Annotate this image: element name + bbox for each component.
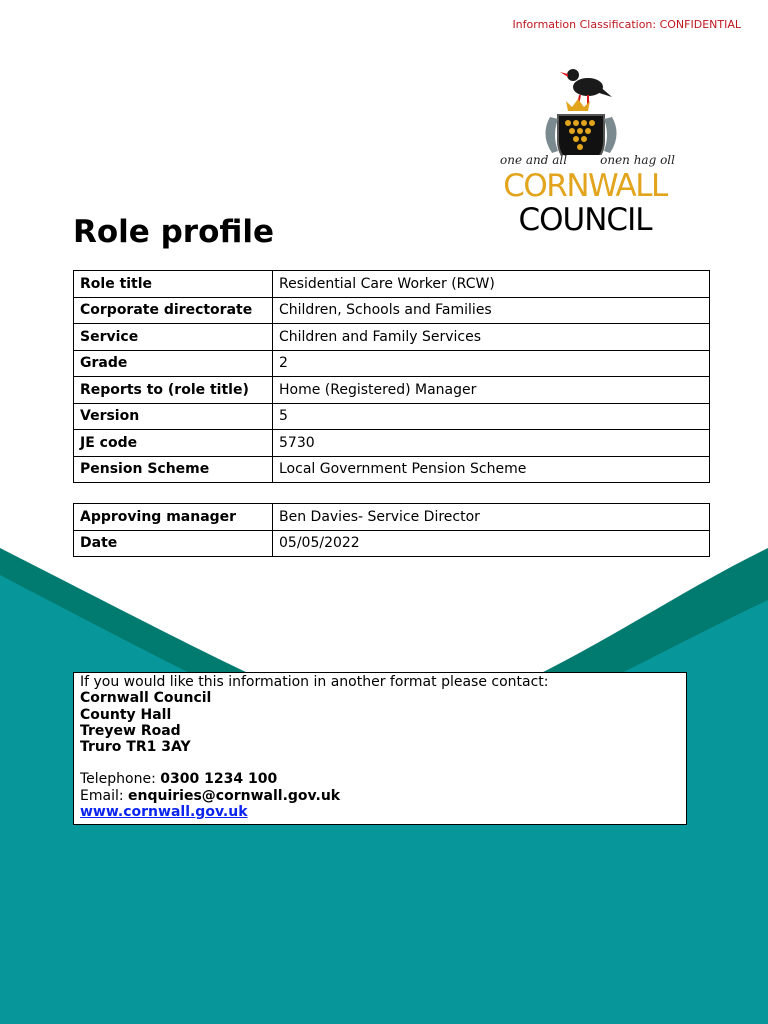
contact-address-line: Truro TR1 3AY xyxy=(80,739,191,756)
row-label: Version xyxy=(74,403,273,430)
table-row xyxy=(74,430,710,457)
contact-address-line: County Hall xyxy=(80,706,172,723)
role-details-table xyxy=(73,270,710,483)
row-label: Date xyxy=(74,530,273,557)
telephone-label: Telephone: xyxy=(80,771,161,788)
row-label: Role title xyxy=(74,271,273,298)
contact-email xyxy=(80,788,686,804)
table-row xyxy=(74,403,710,430)
telephone-number: 0300 1234 100 xyxy=(160,771,278,788)
table-row xyxy=(74,271,710,298)
row-value: 2 xyxy=(273,350,710,377)
contact-org: Cornwall Council xyxy=(80,690,212,707)
row-label: Approving manager xyxy=(74,504,273,531)
motto-right: onen hag oll xyxy=(600,153,675,167)
row-value: Children, Schools and Families xyxy=(273,297,710,324)
table-row xyxy=(74,530,710,557)
page-title: Role profile xyxy=(73,214,275,250)
row-value: Local Government Pension Scheme xyxy=(273,456,710,483)
logo-wordmark-council: COUNCIL xyxy=(518,202,652,238)
row-value: 05/05/2022 xyxy=(273,530,710,557)
row-value: 5730 xyxy=(273,430,710,457)
row-label: JE code xyxy=(74,430,273,457)
logo-motto xyxy=(500,153,675,167)
row-value: 5 xyxy=(273,403,710,430)
contact-box xyxy=(73,672,687,825)
row-value: Residential Care Worker (RCW) xyxy=(273,271,710,298)
table-row xyxy=(74,324,710,351)
table-row xyxy=(74,297,710,324)
website-link[interactable]: www.cornwall.gov.uk xyxy=(80,804,248,821)
table-row xyxy=(74,456,710,483)
row-label: Service xyxy=(74,324,273,351)
table-row xyxy=(74,377,710,404)
cornwall-council-logo xyxy=(480,55,688,247)
row-value: Ben Davies- Service Director xyxy=(273,504,710,531)
contact-address-line: Treyew Road xyxy=(80,722,181,739)
row-label: Reports to (role title) xyxy=(74,377,273,404)
row-value: Children and Family Services xyxy=(273,324,710,351)
row-label: Grade xyxy=(74,350,273,377)
coat-of-arms-icon xyxy=(480,55,688,155)
table-row xyxy=(74,350,710,377)
email-label: Email: xyxy=(80,787,129,804)
row-label: Pension Scheme xyxy=(74,456,273,483)
logo-wordmark-cornwall: CORNWALL xyxy=(503,168,667,204)
classification-label: Information Classification: CONFIDENTIAL xyxy=(512,18,741,31)
email-address: enquiries@cornwall.gov.uk xyxy=(128,787,341,804)
table-row xyxy=(74,504,710,531)
row-label: Corporate directorate xyxy=(74,297,273,324)
motto-left: one and all xyxy=(500,153,568,167)
approval-table xyxy=(73,503,710,557)
contact-intro: If you would like this information in another format please contact: xyxy=(80,674,549,690)
row-value: Home (Registered) Manager xyxy=(273,377,710,404)
contact-telephone xyxy=(80,771,686,787)
